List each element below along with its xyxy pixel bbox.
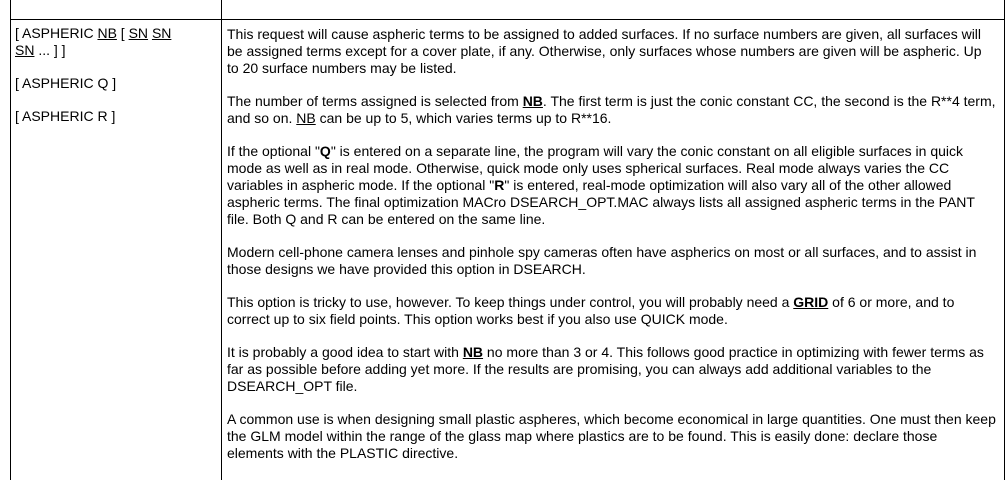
cmd1-sn3: SN xyxy=(15,42,35,58)
p6-nb: NB xyxy=(462,344,484,360)
p6-text-b: no more than 3 or 4. This follows good practice in optimizing with fewer terms as far as possible before adding yet more. If the results are promising, you can always add additional variables to the DSEARCH_OPT file. xyxy=(227,344,984,394)
cmd1-prefix: [ ASPHERIC xyxy=(15,25,98,41)
p3-text-a: If the optional " xyxy=(227,143,320,159)
cmd1-nb: NB xyxy=(97,25,117,41)
command-aspheric-r: [ ASPHERIC R ] xyxy=(15,108,116,124)
cmd1-sn2: SN xyxy=(151,25,172,41)
p2-text-a: The number of terms assigned is selected from xyxy=(227,93,523,109)
command-aspheric-q: [ ASPHERIC Q ] xyxy=(15,75,117,91)
paragraph-4: Modern cell-phone camera lenses and pinhole spy cameras often have aspherics on most or all surfaces, and to assist in those designs we have provided this option in DSEARCH. xyxy=(227,244,977,277)
table-left-border xyxy=(10,0,11,480)
paragraph-1: This request will cause aspheric terms to be assigned to added surfaces. If no surface numbers are given, all surfaces will be assigned terms except for a cover plate, if any. Otherwise, only surfaces whose numbers are given will be aspheric. Up to 20 surface numbers may be listed. xyxy=(227,26,982,76)
paragraph-2 xyxy=(227,93,997,127)
command-aspheric-nb xyxy=(15,25,215,59)
p5-grid: GRID xyxy=(793,294,829,310)
paragraph-3 xyxy=(227,143,997,228)
p2-nb2: NB xyxy=(296,110,316,126)
p2-nb: NB xyxy=(522,93,543,109)
paragraph-7: A common use is when designing small plastic aspheres, which become economical in large quantities. One must then keep the GLM model within the range of the glass map where plastics are to be found. This is easily done: declare those elements with the PLASTIC directive. xyxy=(227,411,996,461)
cmd1-mid: [ xyxy=(116,25,129,41)
command-syntax-cell xyxy=(15,25,215,141)
p2-text-c: can be up to 5, which varies terms up to R**16. xyxy=(315,110,612,126)
p5-text-a: This option is tricky to use, however. To keep things under control, you will probably need a xyxy=(227,294,794,310)
table-row-divider xyxy=(10,19,1005,20)
p3-q: Q xyxy=(319,143,331,159)
p5-text-b: of 6 or more, and to correct up to six field points. This option works best if you also use QUICK mode. xyxy=(227,294,955,327)
p2-text-b: . The first term is just the conic constant CC, the second is the R**4 term, and so on. xyxy=(227,93,996,126)
description-cell xyxy=(227,26,997,478)
table-column-divider xyxy=(221,0,222,480)
cmd1-sn1: SN xyxy=(128,25,149,41)
p3-text-c: " is entered, real-mode optimization will also vary all of the other allowed aspheric terms. The final optimization MACro DSEARCH_OPT.MAC always lists all assigned aspheric terms in the PANT file. Both Q and R can be entered on the same line. xyxy=(227,177,975,227)
paragraph-5 xyxy=(227,294,997,328)
p3-r: R xyxy=(494,177,505,193)
p6-text-a: It is probably a good idea to start with xyxy=(227,344,463,360)
paragraph-6 xyxy=(227,344,997,395)
cmd1-suffix: ... ] ] xyxy=(34,42,66,58)
p3-text-b: " is entered on a separate line, the program will vary the conic constant on all eligible surfaces in quick mode as well as in real mode. Otherwise, quick mode only uses spherical surfaces. Real mode always varies the CC variables in aspheric mode. If the optional " xyxy=(227,143,964,193)
